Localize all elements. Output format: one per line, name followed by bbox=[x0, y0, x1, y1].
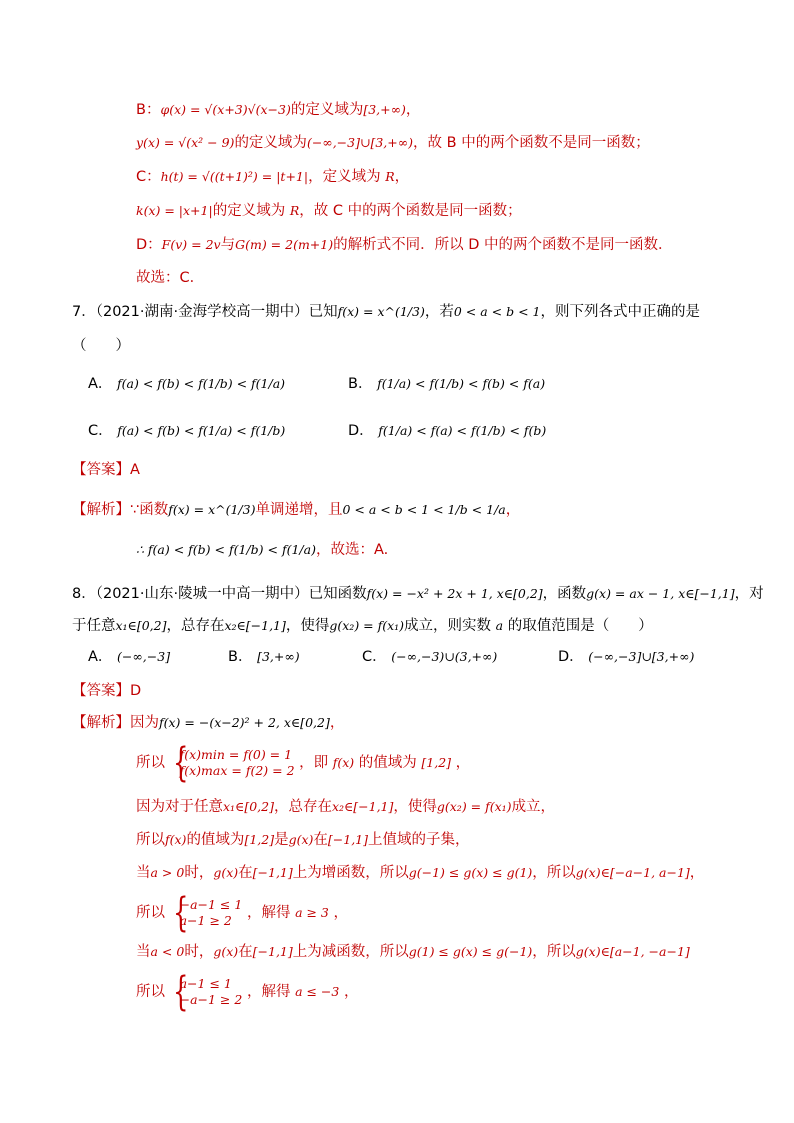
text-run: 的定义域为 bbox=[290, 102, 364, 118]
math-expr: g(x) bbox=[213, 944, 239, 959]
math-expr: k(x) = |x+1| bbox=[136, 203, 213, 218]
text: ，即 bbox=[299, 755, 329, 771]
text-run: ，使得 bbox=[285, 618, 330, 634]
text-run: ，使得 bbox=[393, 799, 437, 815]
system-row: f(x)max = f(2) = 2 bbox=[179, 763, 295, 778]
text-run: 8．（2021·山东·陵城一中高一期中）已知函数 bbox=[72, 586, 367, 602]
text-run: （ ） bbox=[72, 338, 130, 354]
math-expr: a ≥ 3 bbox=[295, 905, 329, 920]
math-expr: x₂∈[−1,1] bbox=[224, 618, 286, 633]
option-expr: (−∞,−3]∪[3,+∞) bbox=[588, 649, 695, 664]
option-label: B． bbox=[348, 376, 373, 392]
text-run: ，总存在 bbox=[166, 618, 225, 634]
text-run: 【解析】 bbox=[72, 502, 130, 518]
math-expr: f(x) bbox=[165, 832, 187, 847]
text-run: 因为对于任意 bbox=[136, 799, 223, 815]
text-run: 因为 bbox=[130, 715, 159, 731]
math-expr: g(x)∈[a−1, −a−1] bbox=[575, 944, 690, 959]
q7-option-b bbox=[348, 373, 545, 395]
option-expr: [3,+∞) bbox=[257, 649, 300, 664]
text-run: 7．（2021·湖南·金海学校高一期中）已知 bbox=[72, 304, 338, 320]
text-run: 成立， bbox=[511, 799, 556, 815]
option-label: D． bbox=[558, 649, 584, 665]
text-line-sol7b bbox=[136, 540, 388, 560]
text: 所以 bbox=[136, 755, 165, 771]
text-run: 单调递增，且 bbox=[255, 502, 343, 518]
text-line-q7b bbox=[72, 336, 130, 356]
text-run: ∵函数 bbox=[130, 502, 169, 518]
text-run: 在 bbox=[238, 944, 253, 960]
system-row: { −a−1 ≤ 1 bbox=[179, 897, 243, 912]
option-label: B． bbox=[228, 649, 253, 665]
text-line-s8c bbox=[136, 797, 555, 817]
math-expr: [1,2] bbox=[244, 832, 275, 847]
math-expr: f(x) = x^(1/3) bbox=[337, 304, 425, 319]
text-run: 是 bbox=[274, 832, 289, 848]
text-run: 当 bbox=[136, 944, 151, 960]
text-run: ， bbox=[505, 502, 521, 518]
math-expr: g(x₂) = f(x₁) bbox=[436, 799, 512, 814]
text-run: C： bbox=[136, 169, 161, 185]
q8-option-c bbox=[362, 646, 497, 668]
system-row: { a−1 ≤ 1 bbox=[179, 976, 232, 991]
solution8-system-a-negative bbox=[136, 972, 358, 1012]
text-run: A bbox=[130, 462, 140, 478]
option-label: A． bbox=[88, 649, 113, 665]
text-run: ，总存在 bbox=[273, 799, 332, 815]
text-run: ，若 bbox=[424, 304, 454, 320]
text-run: 上为减函数，所以 bbox=[292, 944, 409, 960]
text-run: ， bbox=[329, 715, 345, 731]
math-expr: [1,2] bbox=[421, 755, 452, 770]
text-run: ， bbox=[689, 865, 705, 881]
solution8-system-a-positive bbox=[136, 893, 348, 933]
math-expr: x₂∈[−1,1] bbox=[331, 799, 394, 814]
math-expr: x₁∈[0,2] bbox=[223, 799, 274, 814]
text: 所以 bbox=[136, 984, 165, 1000]
text-run: ， bbox=[394, 169, 410, 185]
text-line-s8g bbox=[136, 942, 690, 962]
math-expr: R bbox=[289, 203, 300, 218]
system-row: a−1 ≥ 2 bbox=[179, 913, 232, 928]
math-expr: 0 < a < b < 1 < 1/b < 1/a bbox=[342, 502, 506, 517]
math-expr: g(x) = ax − 1, x∈[−1,1] bbox=[586, 586, 735, 601]
math-expr: ∴ f(a) < f(b) < f(1/b) < f(1/a) bbox=[136, 542, 316, 557]
system-row: −a−1 ≥ 2 bbox=[179, 992, 243, 1007]
text-run: 在 bbox=[238, 865, 253, 881]
text-line-ans7 bbox=[72, 460, 140, 480]
math-expr: [−1,1] bbox=[252, 865, 293, 880]
text-line-s8d bbox=[136, 830, 470, 850]
text-run: 的定义域为 bbox=[212, 203, 290, 219]
text-run: 的定义域为 bbox=[234, 135, 307, 151]
text-run: ，则下列各式中正确的是 bbox=[540, 304, 700, 320]
option-label: D． bbox=[348, 423, 374, 439]
text-run: D bbox=[130, 683, 142, 699]
math-expr: f(x) bbox=[332, 755, 355, 770]
text-line-q7 bbox=[72, 302, 700, 322]
math-expr: f(x) = x^(1/3) bbox=[168, 502, 256, 517]
text-line-c2 bbox=[136, 201, 522, 221]
q7-option-d bbox=[348, 420, 546, 442]
text-run: 上为增函数，所以 bbox=[292, 865, 409, 881]
math-expr: x₁∈[0,2] bbox=[115, 618, 167, 633]
text-line-b1 bbox=[136, 100, 420, 120]
text-run: 【答案】 bbox=[72, 462, 130, 478]
text-run: 上值域的子集， bbox=[368, 832, 470, 848]
text: ， bbox=[455, 755, 471, 771]
text-run: 成立，则实数 bbox=[404, 618, 496, 634]
option-expr: (−∞,−3] bbox=[117, 649, 171, 664]
math-expr: a > 0 bbox=[150, 865, 185, 880]
option-expr: f(a) < f(b) < f(1/b) < f(1/a) bbox=[117, 376, 286, 391]
math-expr: a ≤ −3 bbox=[295, 984, 340, 999]
math-expr: g(−1) ≤ g(x) ≤ g(1) bbox=[408, 865, 533, 880]
q8-option-b bbox=[228, 646, 300, 668]
math-expr: g(x₂) = f(x₁) bbox=[329, 618, 405, 633]
text: ，解得 bbox=[246, 984, 291, 1000]
math-expr: F(v) = 2v bbox=[161, 237, 221, 252]
text-run: ， bbox=[405, 102, 421, 118]
math-expr: R bbox=[385, 169, 395, 184]
option-expr: (−∞,−3)∪(3,+∞) bbox=[391, 649, 498, 664]
math-expr: [3,+∞) bbox=[363, 102, 406, 117]
text-run: 的取值范围是（ ） bbox=[503, 618, 653, 634]
text-run: A. bbox=[373, 542, 389, 558]
brace-system bbox=[170, 976, 243, 1008]
text-line-d2 bbox=[136, 268, 204, 288]
math-expr: [−1,1] bbox=[252, 944, 293, 959]
solution8-system-min-max bbox=[136, 743, 470, 783]
text-line-q8b bbox=[72, 616, 653, 636]
text-run: ，故选： bbox=[315, 542, 374, 558]
text: ， bbox=[333, 905, 348, 921]
text-run: 在 bbox=[313, 832, 328, 848]
math-expr: 0 < a < b < 1 bbox=[453, 304, 541, 319]
text-line-d1 bbox=[136, 235, 673, 255]
text-run: 的值域为 bbox=[186, 832, 245, 848]
math-expr: a bbox=[495, 618, 504, 633]
text-line-c1 bbox=[136, 167, 409, 187]
text-line-ans8 bbox=[72, 681, 141, 701]
text-run: ，故 C 中的两个函数是同一函数； bbox=[299, 203, 522, 219]
math-expr: (−∞,−3]∪[3,+∞) bbox=[306, 135, 414, 150]
math-expr: φ(x) = √(x+3)√(x−3) bbox=[160, 102, 291, 117]
system-row: { f(x)min = f(0) = 1 bbox=[179, 747, 293, 762]
text-run: ，定义域为 bbox=[308, 169, 386, 185]
text-run: ，故 B 中的两个函数不是同一函数； bbox=[413, 135, 650, 151]
text-run: ，所以 bbox=[532, 944, 576, 960]
math-expr: a < 0 bbox=[150, 944, 185, 959]
option-label: C． bbox=[362, 649, 387, 665]
text: ， bbox=[343, 984, 359, 1000]
text-run: 所以 bbox=[136, 832, 165, 848]
math-expr: G(m) = 2(m+1) bbox=[235, 237, 334, 252]
text: 的值域为 bbox=[358, 755, 417, 771]
text-run: 当 bbox=[136, 865, 151, 881]
math-expr: f(x) = −x² + 2x + 1, x∈[0,2] bbox=[366, 586, 543, 601]
option-label: C． bbox=[88, 423, 113, 439]
q8-option-d bbox=[558, 646, 694, 668]
math-expr: y(x) = √(x² − 9) bbox=[136, 135, 235, 150]
text-line-s8e bbox=[136, 863, 704, 883]
text-run: 的解析式不同．所以 D 中的两个函数不是同一函数． bbox=[333, 237, 673, 253]
text-line-sol7a bbox=[72, 500, 520, 520]
q7-option-c bbox=[88, 420, 285, 442]
option-label: A． bbox=[88, 376, 113, 392]
math-expr: h(t) = √((t+1)²) = |t+1| bbox=[160, 169, 309, 184]
text-run: ，所以 bbox=[532, 865, 576, 881]
text-line-s8a bbox=[72, 713, 344, 733]
text-run: D： bbox=[136, 237, 162, 253]
math-expr: g(1) ≤ g(x) ≤ g(−1) bbox=[408, 944, 533, 959]
text-line-b2 bbox=[136, 133, 650, 153]
text-run: 故选：C． bbox=[136, 270, 205, 286]
math-expr: g(x) bbox=[213, 865, 239, 880]
text-run: B： bbox=[136, 102, 161, 118]
math-expr: [−1,1] bbox=[327, 832, 368, 847]
text-run: 时， bbox=[184, 865, 214, 881]
text-run: ，对 bbox=[734, 586, 764, 602]
text-run: 于任意 bbox=[72, 618, 116, 634]
text-run: 【答案】 bbox=[72, 683, 130, 699]
text-run: ，函数 bbox=[542, 586, 587, 602]
option-expr: f(a) < f(b) < f(1/a) < f(1/b) bbox=[117, 423, 286, 438]
math-expr: g(x)∈[−a−1, a−1] bbox=[575, 865, 690, 880]
math-expr: f(x) = −(x−2)² + 2, x∈[0,2] bbox=[159, 715, 330, 730]
option-expr: f(1/a) < f(a) < f(1/b) < f(b) bbox=[378, 423, 547, 438]
brace-system bbox=[170, 747, 295, 779]
text-run: 时， bbox=[184, 944, 214, 960]
math-expr: g(x) bbox=[288, 832, 314, 847]
text-line-q8a bbox=[72, 584, 764, 604]
brace-system bbox=[170, 897, 243, 929]
text-run: 【解析】 bbox=[72, 715, 130, 731]
option-expr: f(1/a) < f(1/b) < f(b) < f(a) bbox=[377, 376, 546, 391]
text: 所以 bbox=[136, 905, 165, 921]
text-run: 与 bbox=[220, 237, 236, 253]
q8-option-a bbox=[88, 646, 170, 668]
q7-option-a bbox=[88, 373, 285, 395]
text: ，解得 bbox=[246, 905, 291, 921]
